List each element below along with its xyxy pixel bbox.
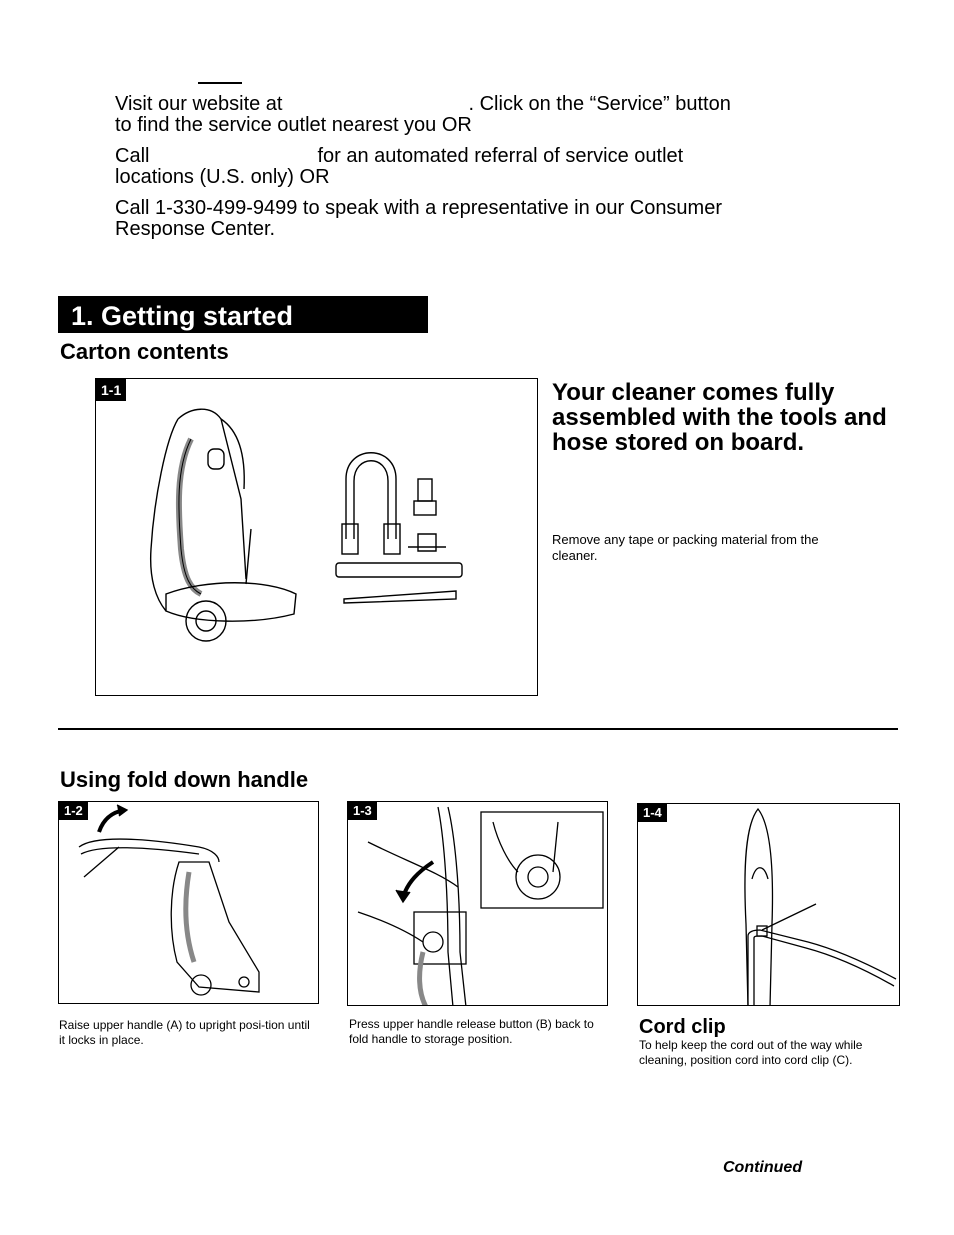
intro-line3a: Call 1-330-499-9499 to speak with a representative in our Consumer (115, 197, 723, 219)
carton-note: Remove any tape or packing material from the cleaner. (552, 532, 819, 563)
continued-label: Continued (723, 1159, 803, 1176)
section-divider (58, 728, 898, 730)
cord-clip-text: To help keep the cord out of the way while cleaning, position cord into cord clip (C). (639, 1038, 863, 1067)
intro-line2b: for an automated referral of service outlet (317, 145, 684, 167)
figure-1-4 (637, 803, 900, 1006)
figure-tag-1-2: 1-2 (59, 802, 88, 820)
intro-text (115, 94, 815, 240)
carton-heading: Carton contents (60, 339, 229, 364)
figure-tag-1-4: 1-4 (638, 804, 667, 822)
intro-para-consumer (115, 198, 815, 240)
fig3-caption: Press upper handle release button (B) back to fold handle to storage position. (349, 1017, 594, 1046)
figure-1-2 (58, 801, 319, 1004)
intro-line1a: Visit our website at (115, 93, 283, 115)
fold-handle-illustration (348, 802, 608, 1006)
handle-heading: Using fold down handle (60, 767, 309, 792)
top-underline-mark (198, 82, 242, 84)
intro-line1c: to find the service outlet nearest you OR (115, 114, 472, 136)
figure-tag-1-1: 1-1 (96, 379, 126, 401)
raise-handle-illustration (59, 802, 319, 1004)
vacuum-and-tools-illustration (96, 379, 538, 696)
carton-headline: Your cleaner comes fully assembled with the tools and hose stored on board. (552, 379, 887, 456)
cord-clip-heading: Cord clip (639, 1016, 726, 1038)
figure-tag-1-3: 1-3 (348, 802, 377, 820)
section-title: 1. Getting started (58, 296, 428, 333)
intro-line2a: Call (115, 145, 150, 167)
intro-para-call (115, 146, 815, 188)
intro-para-website (115, 94, 815, 136)
figure-1-1 (95, 378, 538, 696)
intro-line3b: Response Center. (115, 218, 276, 240)
fig2-caption: Raise upper handle (A) to upright posi-tion until it locks in place. (59, 1018, 310, 1047)
cord-clip-illustration (638, 804, 900, 1006)
figure-1-3 (347, 801, 608, 1006)
intro-line1b: . Click on the “Service” button (468, 93, 731, 115)
intro-line2c: locations (U.S. only) OR (115, 166, 330, 188)
